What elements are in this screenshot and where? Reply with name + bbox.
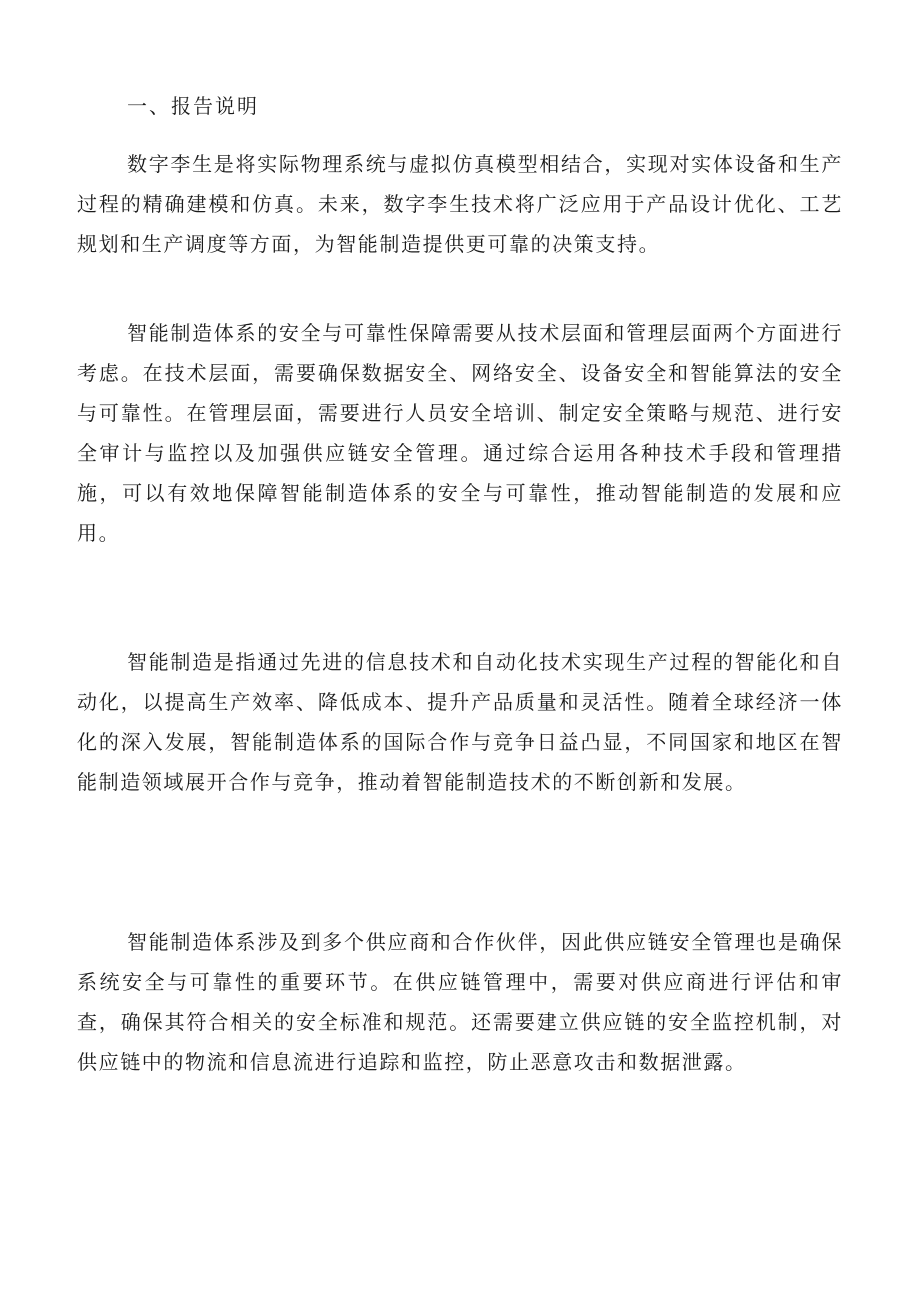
paragraph-digital-twin: 数字李生是将实际物理系统与虚拟仿真模型相结合，实现对实体设备和生产过程的精确建模和仿真。未来，数字李生技术将广泛应用于产品设计优化、工艺规划和生产调度等方面，为智能制造提供更可靠的决策支持。 xyxy=(77,152,843,256)
paragraph-intelligent-manufacturing: 智能制造是指通过先进的信息技术和自动化技术实现生产过程的智能化和自动化，以提高生产效率、降低成本、提升产品质量和灵活性。随着全球经济一体化的深入发展，智能制造体系的国际合作与竞争日益凸显，不同国家和地区在智能制造领域展开合作与竞争，推动着智能制造技术的不断创新和发展。 xyxy=(77,650,843,794)
paragraph-security-reliability: 智能制造体系的安全与可靠性保障需要从技术层面和管理层面两个方面进行考虑。在技术层面，需要确保数据安全、网络安全、设备安全和智能算法的安全与可靠性。在管理层面，需要进行人员安全培训、制定安全策略与规范、进行安全审计与监控以及加强供应链安全管理。通过综合运用各种技术手段和管理措施，可以有效地保障智能制造体系的安全与可靠性，推动智能制造的发展和应用。 xyxy=(77,321,843,545)
section-heading: 一、报告说明 xyxy=(127,94,259,118)
paragraph-supply-chain: 智能制造体系涉及到多个供应商和合作伙伴，因此供应链安全管理也是确保系统安全与可靠性的重要环节。在供应链管理中，需要对供应商进行评估和审查，确保其符合相关的安全标准和规范。还需要建立供应链的安全监控机制，对供应链中的物流和信息流进行追踪和监控，防止恶意攻击和数据泄露。 xyxy=(77,930,843,1074)
